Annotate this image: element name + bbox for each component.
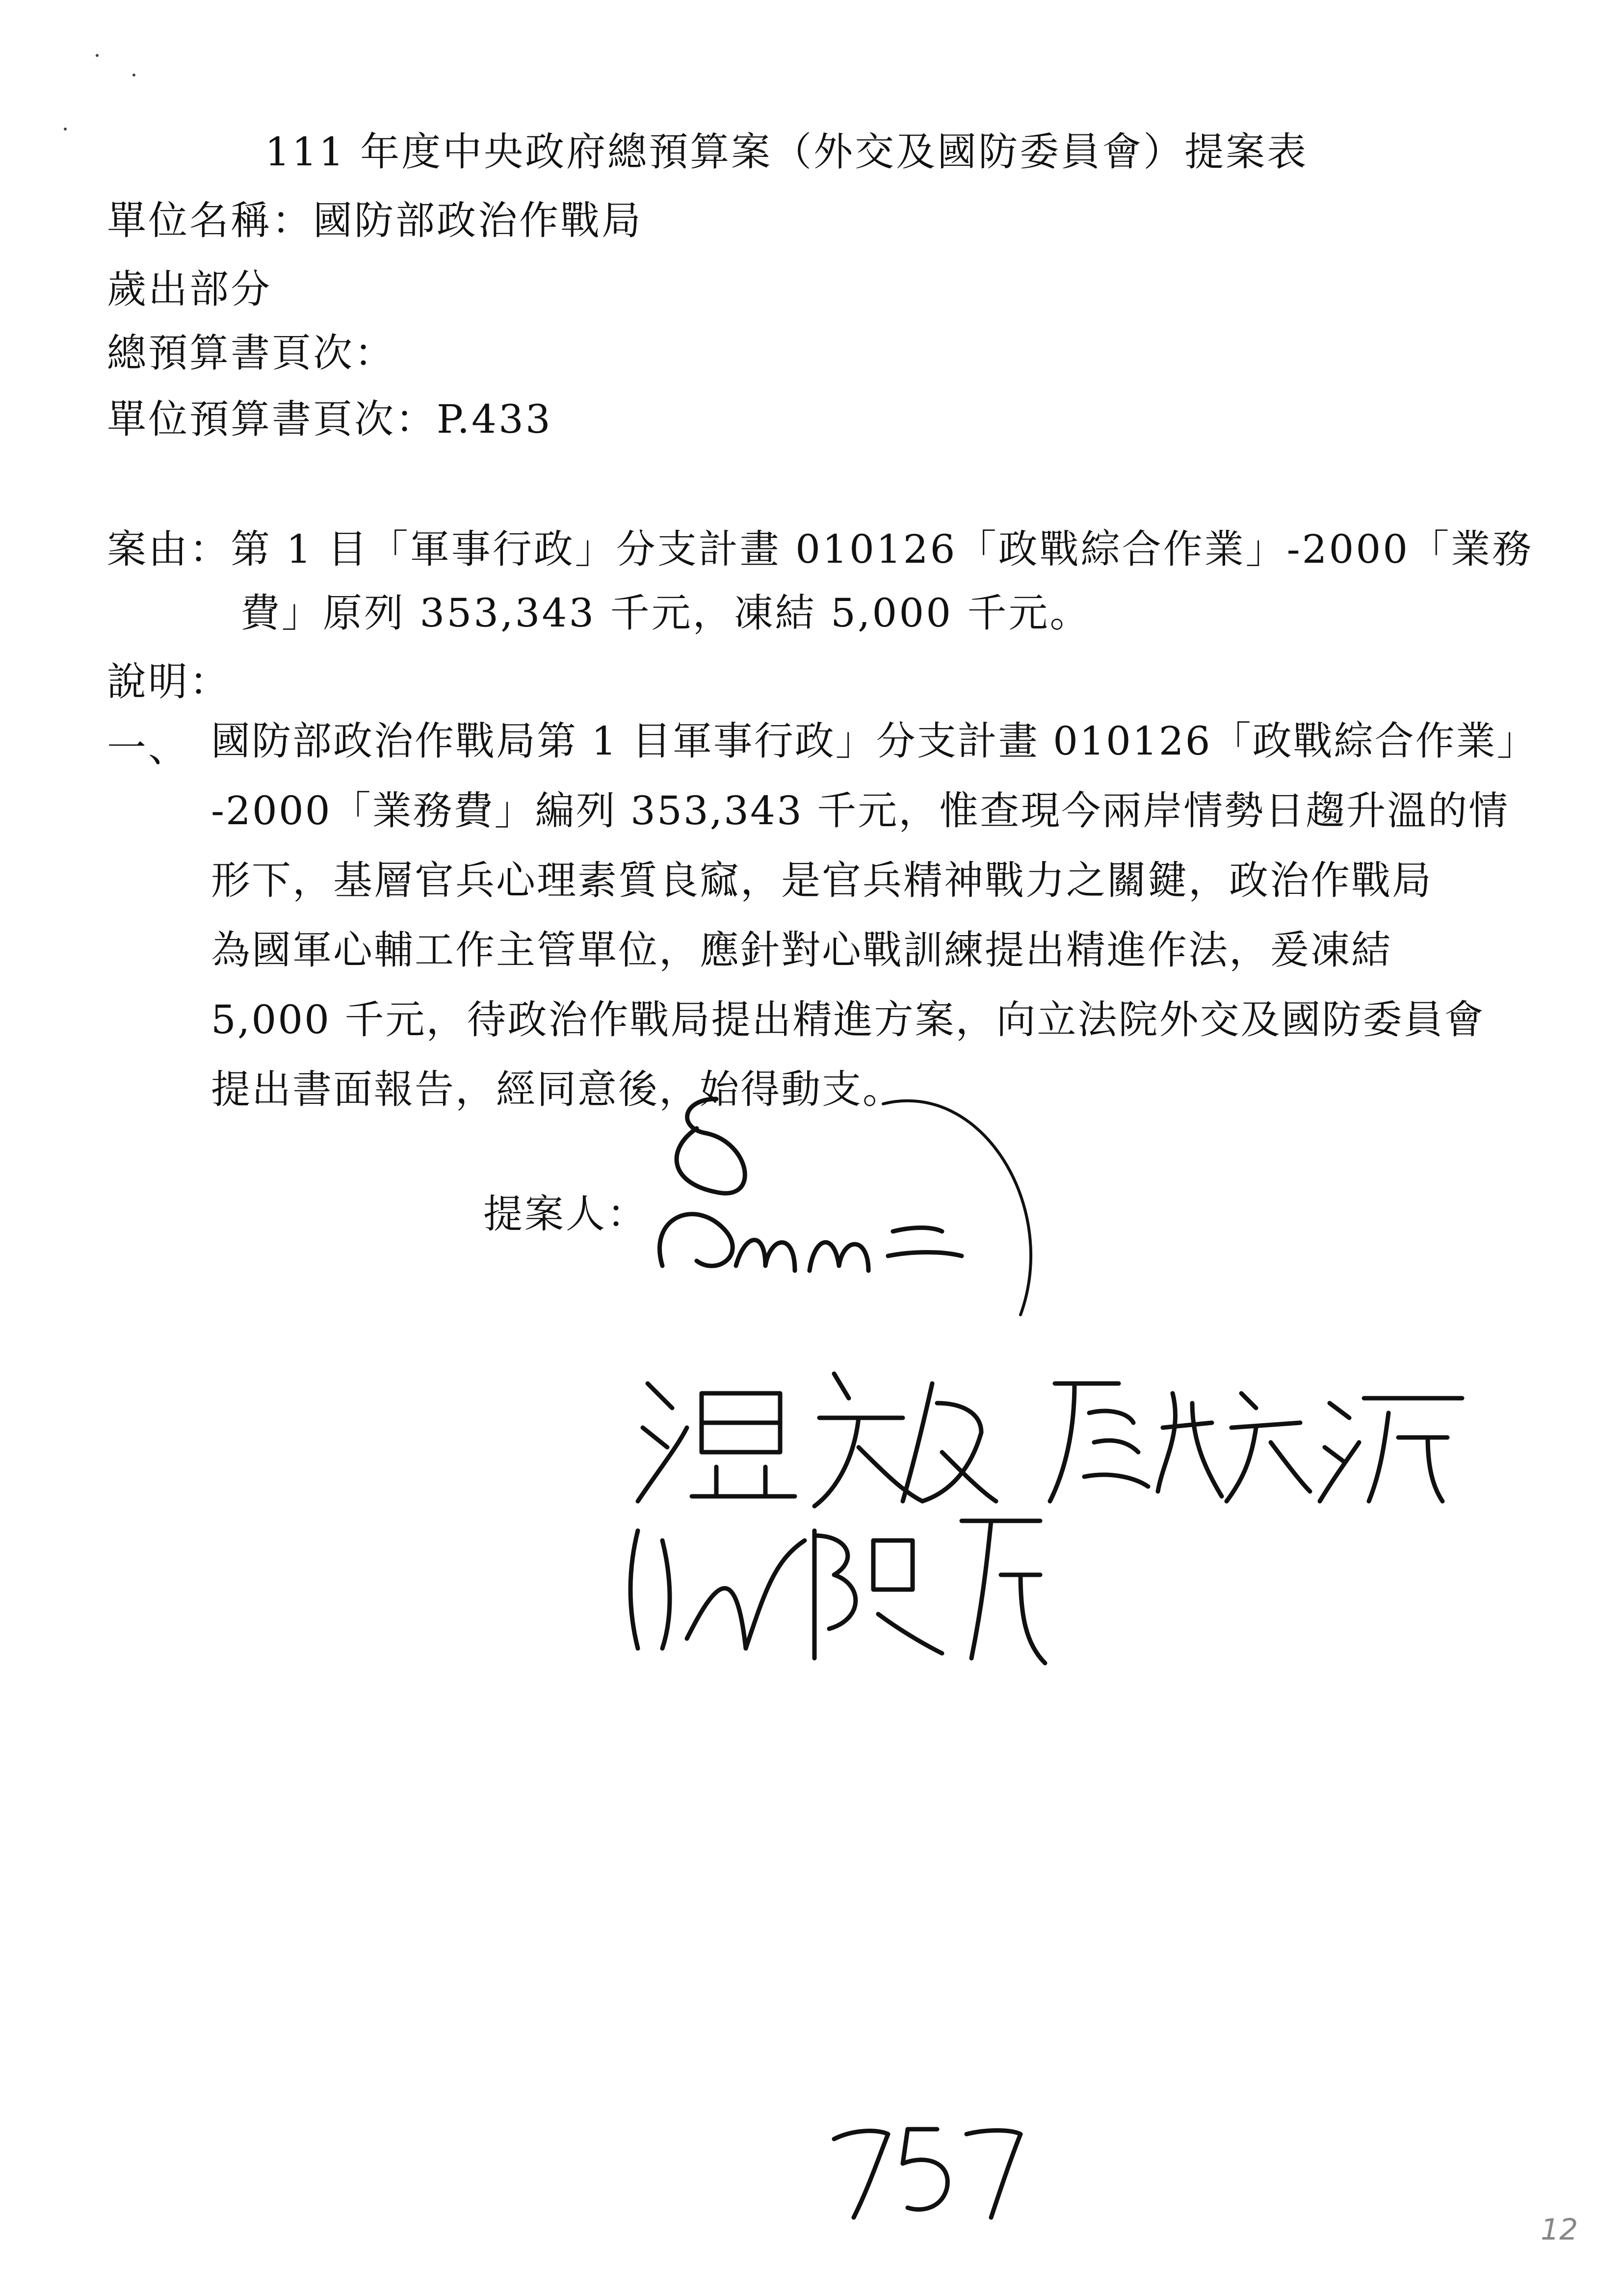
unit-name-field: 單位名稱：國防部政治作戰局 xyxy=(107,198,643,243)
explanation-line: 形下，基層官兵心理素質良窳，是官兵精神戰力之關鍵，政治作戰局 xyxy=(211,858,1433,903)
page-title: 111 年度中央政府總預算案（外交及國防委員會）提案表 xyxy=(265,129,1309,175)
explanation-line: -2000「業務費」編列 353,343 千元，惟查現今兩岸情勢日趨升溫的情 xyxy=(211,788,1510,834)
explanation-item-marker: 一、 xyxy=(107,725,189,771)
handwritten-page-number xyxy=(824,2110,1030,2222)
scan-speck xyxy=(96,54,99,57)
proposer-label: 提案人： xyxy=(483,1191,648,1237)
signature-1 xyxy=(638,1070,1079,1325)
explanation-item-body xyxy=(211,706,1585,1124)
total-budget-page-field: 總預算書頁次： xyxy=(107,330,395,376)
case-line-1: 案由：第 1 目「軍事行政」分支計畫 010126「政戰綜合作業」-2000「業務 xyxy=(107,526,1534,572)
corner-page-number: 12 xyxy=(1541,2213,1578,2247)
scan-speck xyxy=(64,128,67,130)
unit-budget-page-field: 單位預算書頁次：P.433 xyxy=(107,396,552,442)
explanation-heading: 說明： xyxy=(107,659,231,704)
signature-4 xyxy=(618,1501,1050,1678)
scan-speck xyxy=(132,74,135,77)
explanation-line: 國防部政治作戰局第 1 目軍事行政」分支計畫 010126「政戰綜合作業」 xyxy=(211,718,1538,764)
signature-2 xyxy=(628,1354,1001,1521)
explanation-line: 提出書面報告，經同意後，始得動支。 xyxy=(211,1067,903,1112)
case-line-2: 費」原列 353,343 千元，凍結 5,000 千元。 xyxy=(240,590,1091,636)
expenditure-field: 歲出部分 xyxy=(107,266,272,312)
signature-3 xyxy=(1045,1364,1467,1511)
explanation-line: 5,000 千元，待政治作戰局提出精進方案，向立法院外交及國防委員會 xyxy=(211,997,1485,1043)
explanation-line: 為國軍心輔工作主管單位，應針對心戰訓練提出精進作法，爰凍結 xyxy=(211,927,1392,973)
